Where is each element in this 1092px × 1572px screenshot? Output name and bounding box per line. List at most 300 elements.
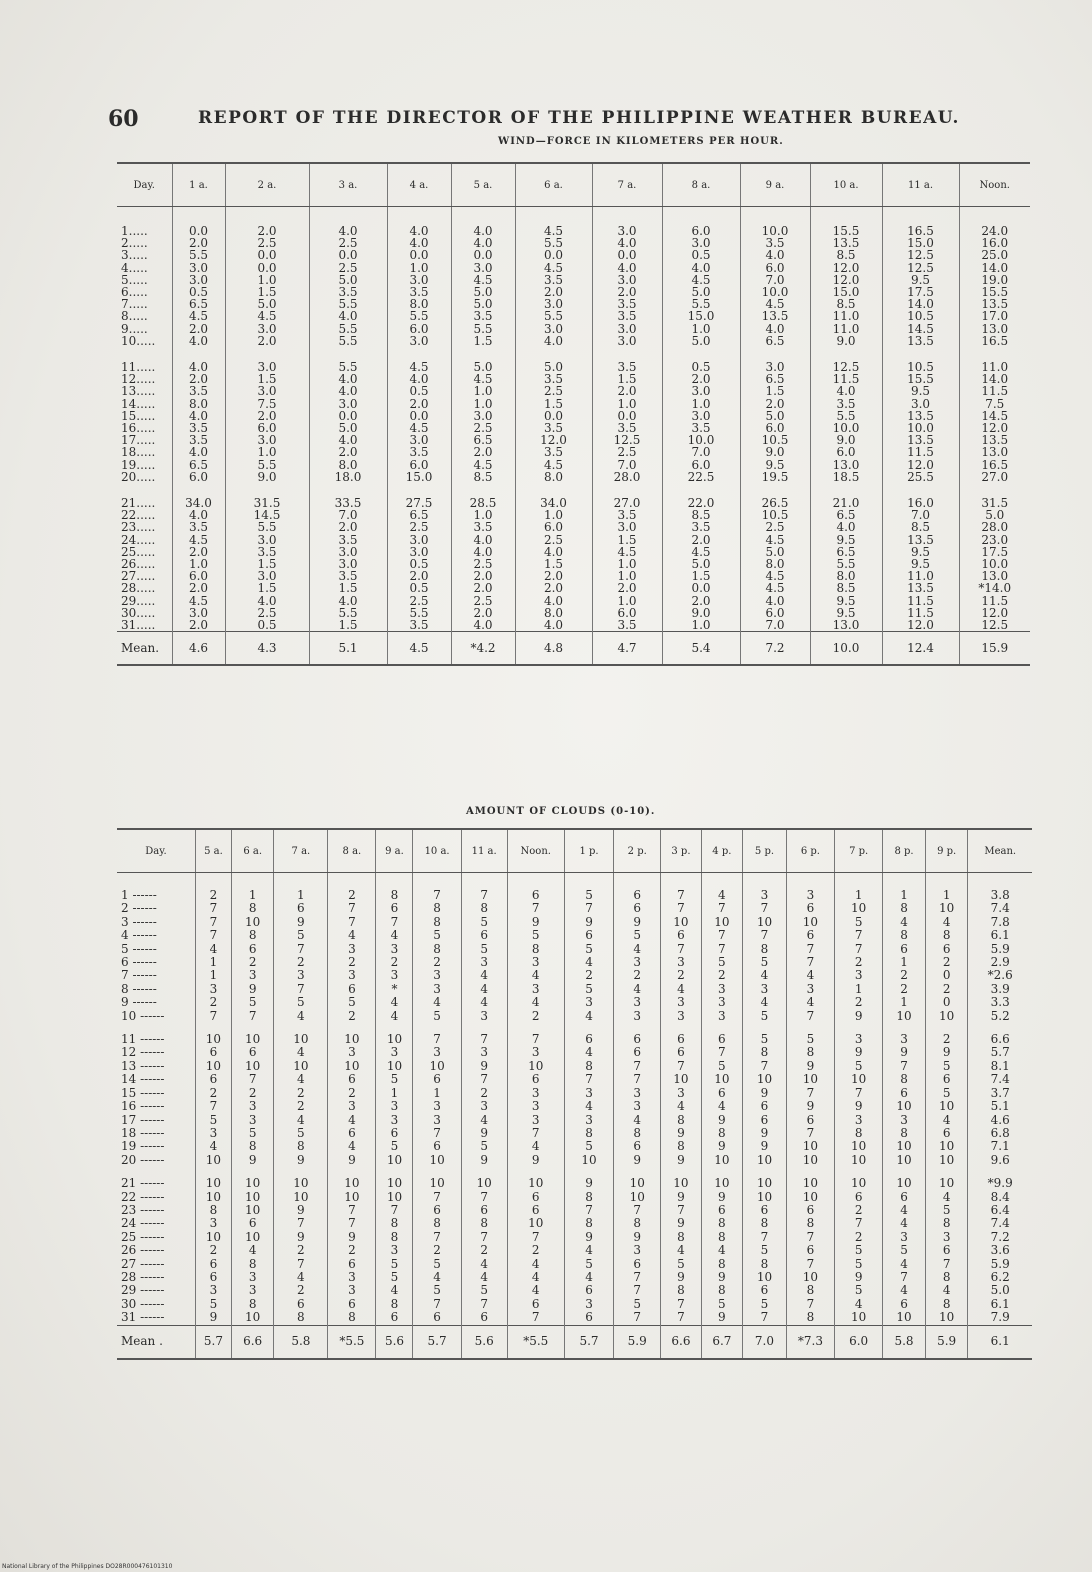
wind-value: 9.5 — [836, 532, 856, 547]
wind-value: 3.0 — [257, 532, 277, 547]
clouds-value: 3 — [433, 1045, 441, 1060]
wind-value: 6.0 — [765, 260, 785, 275]
clouds-value: 3 — [433, 1112, 441, 1127]
wind-value: 3.0 — [617, 520, 637, 535]
clouds-value: 9 — [900, 1045, 908, 1060]
clouds-value: 3 — [433, 968, 441, 983]
clouds-value: 8 — [806, 1310, 815, 1325]
wind-value: 9.5 — [836, 593, 856, 608]
wind-value: 2.5 — [338, 260, 358, 275]
wind-mean-value: 4.8 — [515, 632, 592, 666]
clouds-value: 6 — [718, 1032, 726, 1047]
wind-value: 3.0 — [338, 557, 358, 572]
wind-value: 6..... — [121, 285, 148, 300]
wind-value: 4.5 — [188, 593, 209, 608]
wind-value: 2.0 — [691, 532, 711, 547]
wind-value: 22..... — [121, 508, 156, 523]
clouds-column-cell — [231, 873, 274, 1326]
clouds-value: 10 ------ — [121, 1008, 165, 1023]
wind-value: 13.0 — [981, 569, 1009, 584]
clouds-value: 9 — [942, 1045, 951, 1060]
wind-value: 0.0 — [409, 248, 429, 263]
clouds-value: 2 — [480, 1243, 488, 1258]
wind-value: 24.0 — [981, 224, 1009, 238]
clouds-value: 8.1 — [990, 1058, 1010, 1073]
clouds-value: 8 — [942, 1269, 951, 1284]
wind-value: 1.5 — [543, 557, 564, 572]
wind-value: 2.0 — [473, 581, 493, 596]
clouds-value: 6.1 — [990, 928, 1010, 943]
clouds-value: 4 — [531, 1256, 540, 1271]
wind-value: 27.0 — [613, 496, 641, 511]
wind-value: 2.0 — [338, 520, 358, 535]
clouds-value: 10 — [896, 1099, 912, 1114]
clouds-value: 7 — [633, 1269, 642, 1284]
wind-value: 6.5 — [765, 333, 785, 348]
clouds-value: 8 — [633, 1125, 642, 1140]
wind-value: 4.0 — [691, 260, 711, 275]
clouds-value: 7 — [806, 1125, 815, 1140]
clouds-value: 10 — [581, 1152, 597, 1167]
wind-value: 0.0 — [543, 408, 564, 423]
wind-value: 3.0 — [409, 544, 429, 559]
wind-value: 9.5 — [765, 457, 785, 472]
wind-value: 7.0 — [765, 272, 785, 287]
wind-value: 3.5 — [257, 544, 277, 559]
wind-value: 3.0 — [257, 321, 277, 336]
wind-value: 3.5 — [543, 272, 564, 287]
clouds-value: 1 ------ — [121, 888, 157, 902]
clouds-value: 8 — [677, 1229, 685, 1244]
clouds-value: 7 — [248, 1008, 257, 1023]
clouds-value: 6 — [854, 1189, 863, 1204]
wind-value: 9.0 — [836, 333, 856, 348]
clouds-value: 8 — [942, 928, 951, 943]
wind-value: 2.5 — [473, 421, 493, 436]
clouds-value: 7 — [433, 888, 441, 902]
clouds-value: 10 — [293, 1032, 309, 1047]
clouds-value: 10 — [756, 1189, 773, 1204]
wind-value: 3.0 — [543, 297, 564, 312]
clouds-column-cell — [117, 873, 195, 1326]
wind-value: 1.0 — [691, 618, 711, 633]
clouds-value: 7 — [348, 1216, 356, 1231]
clouds-value: 3 — [248, 1283, 257, 1298]
clouds-value: 8 — [677, 1139, 685, 1154]
clouds-value: 10 — [756, 1176, 773, 1191]
clouds-value: 7 — [633, 1072, 642, 1087]
clouds-value: 2 — [854, 1229, 863, 1244]
clouds-value: 3 — [297, 968, 305, 983]
wind-value: 5.0 — [691, 557, 711, 572]
clouds-col-header: Noon. — [507, 829, 564, 873]
clouds-value: 8 — [900, 1125, 908, 1140]
wind-value: 15.0 — [687, 309, 715, 324]
clouds-value: 26 ------ — [121, 1243, 165, 1258]
wind-value: 3.5 — [409, 445, 429, 460]
clouds-value: 4 — [900, 1283, 908, 1298]
wind-value: 5.0 — [473, 285, 493, 300]
clouds-column-cell — [564, 873, 613, 1326]
wind-value: 0.5 — [257, 618, 277, 633]
clouds-value: 7 — [677, 888, 685, 902]
clouds-value: 10 — [429, 1152, 445, 1167]
wind-value: 5.5 — [543, 236, 564, 251]
wind-value: 4.0 — [188, 508, 209, 523]
clouds-value: 6 — [209, 1269, 218, 1284]
wind-value: 2.0 — [691, 593, 711, 608]
clouds-value: 3 — [806, 888, 815, 902]
wind-value: 3.5 — [836, 396, 856, 411]
wind-value: 4.0 — [338, 372, 358, 387]
clouds-value: 4 — [433, 995, 441, 1010]
clouds-value: 3.6 — [990, 1243, 1010, 1258]
clouds-value: 6 — [942, 941, 951, 956]
wind-value: 3.0 — [188, 605, 209, 620]
clouds-value: 6 — [760, 1283, 769, 1298]
clouds-value: 3 — [390, 1112, 399, 1127]
wind-value: 3.5 — [409, 285, 429, 300]
wind-value: 5.0 — [985, 508, 1005, 523]
report-title: REPORT OF THE DIRECTOR OF THE PHILIPPINE WEATHER BUREAU. — [198, 108, 960, 128]
clouds-column-cell — [461, 873, 507, 1326]
clouds-column-cell — [413, 873, 461, 1326]
clouds-value: 4 — [900, 1256, 908, 1271]
clouds-value: 3 — [677, 1085, 685, 1100]
clouds-value: 5 — [585, 1139, 593, 1154]
wind-value: 21.0 — [832, 496, 860, 511]
clouds-value: 3 — [677, 995, 685, 1010]
clouds-value: 9 — [806, 1058, 815, 1073]
wind-value: 11.0 — [832, 321, 860, 336]
clouds-value: 7 — [633, 1283, 642, 1298]
wind-value: 12.0 — [540, 433, 567, 448]
wind-value: 10..... — [121, 333, 156, 348]
wind-value: 28..... — [121, 581, 156, 596]
clouds-value: 12 ------ — [121, 1045, 165, 1060]
wind-value: 4.5 — [691, 544, 711, 559]
clouds-col-header: 4 p. — [701, 829, 742, 873]
wind-value: 3.5 — [765, 236, 785, 251]
wind-value: 14.5 — [907, 321, 934, 336]
wind-value: 8.0 — [543, 605, 564, 620]
clouds-value: 6 — [585, 1283, 593, 1298]
wind-value: 3.5 — [617, 309, 637, 324]
clouds-value: 10 — [476, 1176, 492, 1191]
wind-value: 7.5 — [257, 396, 277, 411]
wind-value: 8.5 — [836, 297, 856, 312]
clouds-value: 4 — [531, 1283, 540, 1298]
wind-value: 7.0 — [910, 508, 931, 523]
clouds-value: 10 — [429, 1176, 445, 1191]
clouds-value: 10 — [245, 1310, 261, 1325]
wind-value: 9.5 — [910, 384, 931, 399]
clouds-value: 30 ------ — [121, 1296, 165, 1311]
wind-value: 16.5 — [981, 333, 1009, 348]
wind-value: 10.0 — [761, 285, 789, 300]
clouds-value: 28 ------ — [121, 1269, 165, 1284]
clouds-value: 3 — [390, 968, 399, 983]
wind-value: 3.0 — [257, 569, 277, 584]
wind-value: 1.5 — [543, 396, 564, 411]
wind-value: 2.0 — [257, 333, 277, 348]
wind-value: 26.5 — [761, 496, 789, 511]
wind-value: 2.0 — [188, 236, 209, 251]
clouds-value: 10 — [205, 1176, 222, 1191]
wind-value: 28.5 — [469, 496, 497, 511]
clouds-value: 4 — [297, 1045, 305, 1060]
clouds-value: 1 — [390, 1085, 399, 1100]
clouds-value: 6 — [942, 1072, 951, 1087]
wind-value: 0.0 — [257, 260, 277, 275]
clouds-value: 7 — [480, 1229, 488, 1244]
clouds-mean-value: 6.1 — [968, 1325, 1032, 1359]
clouds-value: 9 — [480, 1058, 488, 1073]
wind-value: 1.0 — [257, 272, 277, 287]
clouds-value: 8 — [348, 1310, 356, 1325]
wind-value: 14.0 — [981, 372, 1009, 387]
wind-col-header: 7 a. — [592, 163, 662, 207]
wind-column-cell — [662, 207, 740, 632]
clouds-value: 20 ------ — [121, 1152, 165, 1167]
clouds-value: 9 — [531, 914, 540, 929]
clouds-value: 8 — [585, 1189, 593, 1204]
clouds-value: 10 — [386, 1189, 403, 1204]
clouds-value: 5 — [209, 1112, 218, 1127]
clouds-value: 10 — [386, 1152, 403, 1167]
clouds-col-header: 5 p. — [743, 829, 787, 873]
clouds-col-header: 1 p. — [564, 829, 613, 873]
clouds-value: 8 — [433, 914, 441, 929]
wind-value: 3.0 — [188, 260, 209, 275]
wind-value: 5.0 — [691, 285, 711, 300]
clouds-value: 6 — [633, 1032, 642, 1047]
wind-value: 12.5 — [907, 260, 934, 275]
wind-value: 2.0 — [409, 396, 429, 411]
clouds-value: 8 ------ — [121, 981, 157, 996]
clouds-value: 7 — [433, 1032, 441, 1047]
clouds-value: 4 — [942, 1189, 951, 1204]
wind-value: 1.0 — [409, 260, 429, 275]
wind-value: 3.0 — [473, 408, 493, 423]
wind-value: 10.5 — [761, 508, 789, 523]
wind-column-cell — [309, 207, 387, 632]
clouds-value: 10 — [673, 1176, 689, 1191]
clouds-value: 4 — [760, 995, 769, 1010]
wind-value: 1.5 — [338, 618, 358, 633]
wind-value: 3.5 — [691, 520, 711, 535]
wind-col-header: 11 a. — [882, 163, 959, 207]
clouds-value: 7 — [297, 981, 305, 996]
clouds-value: 5 — [760, 1243, 769, 1258]
clouds-value: 10 — [205, 1189, 222, 1204]
clouds-value: 3 — [718, 995, 726, 1010]
clouds-value: 8 — [390, 1216, 399, 1231]
wind-value: 3.5 — [409, 618, 429, 633]
wind-value: 9.0 — [257, 469, 277, 484]
wind-value: 8..... — [121, 309, 148, 324]
wind-value: 7.0 — [691, 445, 711, 460]
clouds-value: 6 — [942, 1125, 951, 1140]
clouds-value: 9 — [677, 1125, 685, 1140]
wind-value: 2.0 — [473, 569, 493, 584]
wind-value: 11.5 — [907, 445, 934, 460]
clouds-value: 5 — [806, 1032, 815, 1047]
wind-mean-value: 5.4 — [662, 632, 740, 666]
wind-col-header: 3 a. — [309, 163, 387, 207]
wind-value: 13.5 — [907, 532, 934, 547]
wind-value: 15.0 — [832, 285, 860, 300]
wind-value: 12.5 — [981, 618, 1009, 633]
clouds-value: 10 — [245, 1176, 261, 1191]
clouds-value: 6 — [677, 1032, 685, 1047]
wind-value: 11.0 — [832, 309, 860, 324]
clouds-value: 5 — [480, 914, 488, 929]
clouds-value: 7 — [348, 901, 356, 916]
clouds-value: 9 — [718, 1189, 726, 1204]
clouds-value: 3 — [633, 1085, 642, 1100]
clouds-value: 6 — [900, 941, 908, 956]
clouds-value: 4 — [633, 1112, 642, 1127]
wind-value: 4.5 — [473, 272, 493, 287]
wind-value: 3.5 — [188, 421, 209, 436]
wind-value: 4.5 — [543, 224, 564, 238]
clouds-value: 10 — [528, 1216, 544, 1231]
clouds-value: 6 — [297, 1296, 305, 1311]
clouds-value: 8 — [248, 1256, 257, 1271]
clouds-value: *2.6 — [987, 968, 1013, 983]
clouds-value: 8 — [900, 928, 908, 943]
clouds-value: 2 — [209, 1243, 218, 1258]
clouds-value: 6 — [900, 1296, 908, 1311]
wind-value: 1.0 — [473, 396, 493, 411]
clouds-value: 3 — [531, 1045, 540, 1060]
clouds-value: 10 — [939, 1310, 955, 1325]
clouds-value: 10 — [802, 1269, 819, 1284]
wind-value: 1.0 — [617, 396, 637, 411]
clouds-value: 3 — [348, 1269, 356, 1284]
wind-value: 4.0 — [836, 384, 856, 399]
wind-value: 4.0 — [188, 445, 209, 460]
wind-value: 13.5 — [907, 333, 934, 348]
clouds-value: 8 — [248, 928, 257, 943]
wind-value: 7.0 — [617, 457, 637, 472]
clouds-value: 4 — [633, 981, 642, 996]
wind-value: 4.5 — [473, 457, 493, 472]
wind-value: 3.0 — [765, 360, 785, 375]
clouds-value: 2 — [633, 968, 642, 983]
clouds-mean-value: Mean . — [117, 1325, 195, 1359]
clouds-value: 3 — [390, 1243, 399, 1258]
clouds-value: 10 — [939, 1176, 955, 1191]
clouds-value: 3 — [348, 941, 356, 956]
clouds-mean-value: 5.9 — [925, 1325, 968, 1359]
clouds-column-cell — [376, 873, 413, 1326]
wind-value: 17.0 — [981, 309, 1009, 324]
clouds-col-header: 9 p. — [925, 829, 968, 873]
clouds-value: 2 — [900, 981, 908, 996]
wind-value: 6.0 — [691, 224, 711, 238]
clouds-value: 8 — [209, 1202, 218, 1217]
wind-value: 5.0 — [543, 360, 564, 375]
clouds-value: 5 — [585, 941, 593, 956]
clouds-value: 0 — [942, 995, 951, 1010]
clouds-value: 7 — [677, 1296, 685, 1311]
wind-value: 15.5 — [907, 372, 934, 387]
wind-column-cell — [451, 207, 515, 632]
clouds-value: 4 — [480, 995, 488, 1010]
wind-mean-value: 12.4 — [882, 632, 959, 666]
wind-value: 2.5 — [338, 236, 358, 251]
clouds-mean-value: 6.6 — [661, 1325, 701, 1359]
clouds-col-header: 10 a. — [413, 829, 461, 873]
clouds-value: 7.4 — [990, 901, 1010, 916]
clouds-value: 7 — [390, 914, 399, 929]
clouds-value: 3 — [433, 1099, 441, 1114]
clouds-value: 9 — [854, 1045, 863, 1060]
wind-value: 4.0 — [473, 532, 493, 547]
wind-value: 11.5 — [832, 372, 860, 387]
wind-value: 14.0 — [981, 260, 1009, 275]
clouds-value: 10 — [714, 1072, 730, 1087]
clouds-value: 6 — [760, 1112, 769, 1127]
wind-value: 4.0 — [188, 360, 209, 375]
clouds-value: 4 — [677, 1099, 685, 1114]
clouds-value: 8 — [942, 1216, 951, 1231]
clouds-value: 8 — [806, 1283, 815, 1298]
wind-column-cell — [882, 207, 959, 632]
wind-value: 18.5 — [832, 469, 860, 484]
wind-value: 3.5 — [188, 384, 209, 399]
clouds-value: 5 — [854, 1283, 863, 1298]
clouds-value: 6.2 — [990, 1269, 1010, 1284]
wind-value: 2.5 — [543, 384, 564, 399]
wind-value: 3.0 — [188, 272, 209, 287]
clouds-value: 6 ------ — [121, 955, 157, 970]
clouds-value: 8 — [718, 1283, 726, 1298]
clouds-value: 10 — [429, 1058, 445, 1073]
wind-value: 8.0 — [543, 469, 564, 484]
wind-value: 19..... — [121, 457, 156, 472]
wind-value: 4.0 — [409, 372, 429, 387]
wind-value: 0.0 — [617, 408, 637, 423]
clouds-value: 7 — [209, 1008, 218, 1023]
clouds-value: 10 — [802, 1176, 819, 1191]
clouds-value: 8 — [760, 941, 769, 956]
clouds-value: 5 — [585, 981, 593, 996]
clouds-value: 2 — [297, 1243, 305, 1258]
wind-value: 5.0 — [257, 297, 277, 312]
wind-mean-value: 15.9 — [959, 632, 1030, 666]
clouds-value: 7 — [531, 1032, 540, 1047]
clouds-value: 2 — [433, 1243, 441, 1258]
clouds-col-header: Day. — [117, 829, 195, 873]
wind-value: 3.5 — [188, 520, 209, 535]
clouds-mean-value: *5.5 — [507, 1325, 564, 1359]
clouds-value: 8 — [585, 1216, 593, 1231]
wind-mean-value: 4.5 — [387, 632, 451, 666]
wind-value: 3.0 — [910, 396, 931, 411]
clouds-value: 3 — [585, 1296, 593, 1311]
clouds-value: 7.8 — [990, 914, 1010, 929]
clouds-value: 10 — [344, 1058, 360, 1073]
wind-value: 0.5 — [691, 360, 711, 375]
wind-value: 9.5 — [910, 544, 931, 559]
wind-column-cell — [117, 207, 172, 632]
wind-value: 14.5 — [981, 408, 1009, 423]
wind-value: 0.0 — [338, 248, 358, 263]
clouds-mean-value: *5.5 — [328, 1325, 376, 1359]
